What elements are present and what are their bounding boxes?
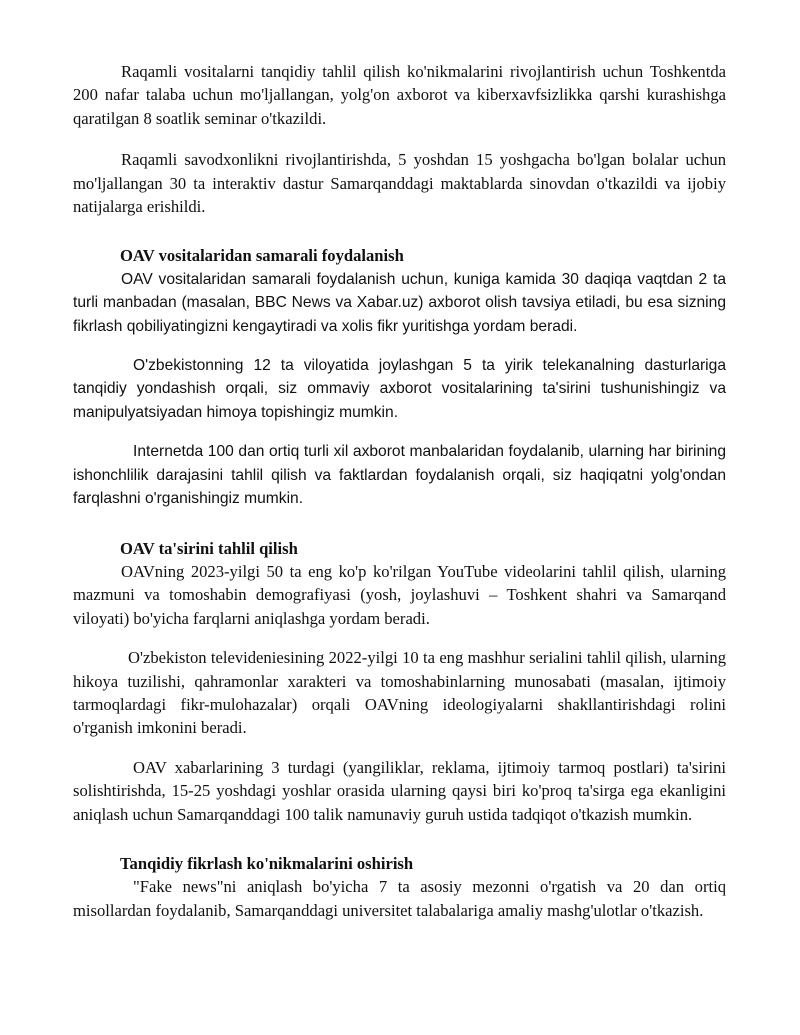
paragraph-youtube-analysis: OAVning 2023-yilgi 50 ta eng ko'p ko'rilgan YouTube videolarini tahlil qilish, ularning mazmuni va tomoshabin demografiyasi (yosh, joylashuvi – Toshkent shahri va Samarqand viloyati) bo'yicha farqlarni aniqlashga yordam beradi. — [73, 561, 726, 628]
section-heading-media-influence: OAV ta'sirini tahlil qilish — [120, 538, 298, 558]
paragraph-message-types: OAV xabarlarining 3 turdagi (yangiliklar, reklama, ijtimoiy tarmoq postlari) ta'sirini solishtirishda, 15-25 yoshdagi yoshlar orasida ularning qaysi biri ko'proq ta'sirga ega ekanligini aniqlash uchun Samarqanddagi 100 talik namunaviy guruh ustida tadqiqot o'tkazish mumkin. — [73, 757, 726, 824]
spacer — [73, 338, 726, 354]
spacer — [73, 740, 726, 756]
paragraph-tv-series: O'zbekiston televideniesining 2022-yilgi 10 ta eng mashhur serialini tahlil qilish, ularning hikoya tuzilishi, qahramonlar xarakteri va tomoshabinlarning munosabati (masalan, ijtimoiy tarmoqlardagi fikr-mulohazalar) orqali OAVning ideologiyalarni shakllantirishdagi rolini o'rganish imkonini beradi. — [73, 648, 726, 738]
spacer — [73, 424, 726, 440]
paragraph-tv-channels: O'zbekistonning 12 ta viloyatida joylashgan 5 ta yirik telekanalning dasturlariga tanqidiy yondashish orqali, siz ommaviy axborot vositalarining ta'sirini tushunishingiz va manipulyatsiyadan himoya topishingiz mumkin. — [73, 357, 726, 421]
spacer — [73, 826, 726, 852]
paragraph-digital-literacy: Raqamli savodxonlikni rivojlantirishda, 5 yoshdan 15 yoshgacha bo'lgan bolalar uchun mo'ljallangan 30 ta interaktiv dastur Samarqanddagi maktablarda sinovdan o'tkazildi va ijobiy natijalarga erishildi. — [73, 150, 726, 217]
paragraph-internet-sources: Internetda 100 dan ortiq turli xil axborot manbalaridan foydalanib, ularning har birining ishonchlilik darajasini tahlil qilish va faktlardan foydalanish orqali, siz haqiqatni yolg'ondan farqlashni o'rganishingiz mumkin. — [73, 443, 726, 508]
spacer — [73, 630, 726, 646]
spacer — [73, 218, 726, 244]
section-heading-critical-thinking: Tanqidiy fikrlash ko'nikmalarini oshirish — [120, 853, 414, 873]
paragraph-fake-news: "Fake news"ni aniqlash bo'yicha 7 ta asosiy mezonni o'rgatish va 20 dan ortiq misollardan foydalanib, Samarqanddagi universitet talabalariga amaliy mashg'ulotlar o'tkazish. — [73, 877, 726, 920]
paragraph-seminar: Raqamli vositalarni tanqidiy tahlil qilish ko'nikmalarini rivojlantirish uchun Toshkentda 200 nafar talaba uchun mo'ljallangan, yolg'on axborot va kiberxavfsizlikka qarshi kurashishga qaratilgan 8 soatlik seminar o'tkazildi. — [73, 62, 726, 128]
paragraph-media-use: OAV vositalaridan samarali foydalanish uchun, kuniga kamida 30 daqiqa vaqtdan 2 ta turli manbadan (masalan, BBC News va Xabar.uz) axborot olish tavsiya etiladi, bu esa sizning fikrlash qobiliyatingizni kengaytiradi va xolis fikr yuritishga yordam beradi. — [73, 270, 726, 335]
spacer — [73, 130, 726, 148]
section-heading-effective-media-use: OAV vositalaridan samarali foydalanish — [120, 246, 404, 266]
spacer — [73, 511, 726, 537]
document-page — [73, 60, 726, 922]
